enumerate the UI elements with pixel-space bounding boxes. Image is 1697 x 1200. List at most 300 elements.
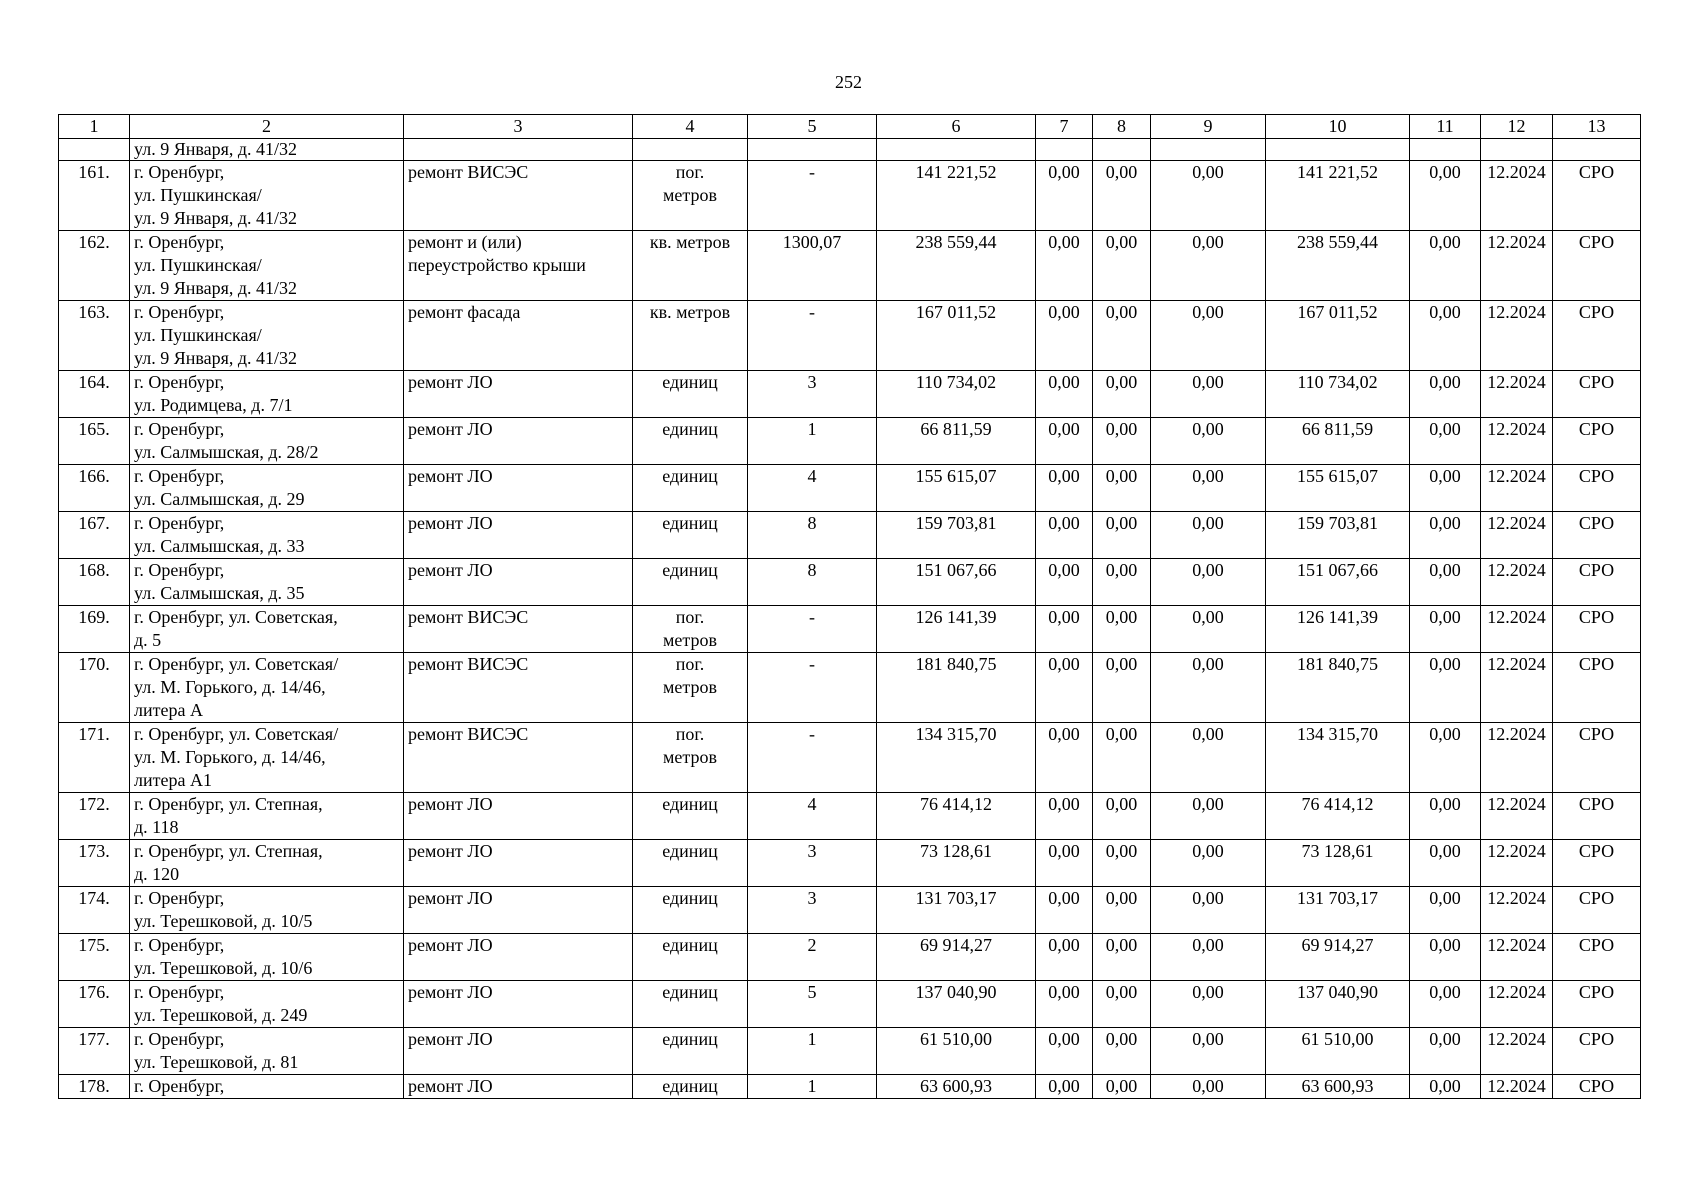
cell-unit (633, 887, 748, 934)
cell-quantity: 3 (748, 887, 877, 934)
cell-unit-line: единиц (662, 935, 718, 955)
cell-cost: 110 734,02 (877, 371, 1036, 418)
cell-source (1553, 139, 1641, 161)
cell-work-line: ремонт фасада (408, 302, 521, 322)
cell-cost: 137 040,90 (877, 981, 1036, 1028)
cell-col8: 0,00 (1093, 723, 1151, 793)
cell-address-line: г. Оренбург, (134, 162, 225, 182)
cell-number: 172. (59, 793, 130, 840)
cell-col11: 0,00 (1410, 723, 1481, 793)
cell-address (130, 559, 404, 606)
cell-cost: 141 221,52 (877, 161, 1036, 231)
cell-number: 167. (59, 512, 130, 559)
cell-address-line: г. Оренбург, (134, 232, 225, 252)
cell-unit (633, 371, 748, 418)
cell-col8: 0,00 (1093, 231, 1151, 301)
cell-address (130, 465, 404, 512)
cell-source: СРО (1553, 1075, 1641, 1099)
cell-col10: 66 811,59 (1266, 418, 1410, 465)
cell-address-line: д. 120 (134, 864, 180, 884)
cell-cost: 181 840,75 (877, 653, 1036, 723)
cell-address-line: г. Оренбург, (134, 935, 225, 955)
cell-col9: 0,00 (1151, 231, 1266, 301)
cell-unit-line: метров (663, 185, 717, 205)
cell-col9: 0,00 (1151, 934, 1266, 981)
cell-work-line: ремонт ВИСЭС (408, 607, 529, 627)
cell-unit (633, 606, 748, 653)
cell-col8: 0,00 (1093, 371, 1151, 418)
cell-col11: 0,00 (1410, 161, 1481, 231)
cell-quantity (748, 139, 877, 161)
cell-col10: 137 040,90 (1266, 981, 1410, 1028)
cell-number: 161. (59, 161, 130, 231)
cell-col10: 63 600,93 (1266, 1075, 1410, 1099)
cell-unit-line: единиц (662, 466, 718, 486)
cell-col11: 0,00 (1410, 371, 1481, 418)
table-row (59, 371, 1641, 418)
cell-col9: 0,00 (1151, 465, 1266, 512)
column-header: 3 (404, 115, 633, 139)
cell-address-line: ул. Салмышская, д. 35 (134, 583, 305, 603)
cell-unit (633, 418, 748, 465)
cell-work (404, 793, 633, 840)
cell-col9: 0,00 (1151, 723, 1266, 793)
cell-col10: 126 141,39 (1266, 606, 1410, 653)
cell-quantity: 3 (748, 840, 877, 887)
cell-address-line: д. 5 (134, 630, 162, 650)
cell-col8: 0,00 (1093, 981, 1151, 1028)
cell-col9: 0,00 (1151, 301, 1266, 371)
cell-unit-line: пог. (675, 607, 705, 627)
cell-number: 176. (59, 981, 130, 1028)
cell-date: 12.2024 (1481, 723, 1553, 793)
cell-col9: 0,00 (1151, 653, 1266, 723)
cell-number: 178. (59, 1075, 130, 1099)
cell-col8: 0,00 (1093, 465, 1151, 512)
cell-address-line: г. Оренбург, ул. Советская/ (134, 724, 339, 744)
cell-col11: 0,00 (1410, 981, 1481, 1028)
cell-address-line: г. Оренбург, (134, 419, 225, 439)
cell-source: СРО (1553, 559, 1641, 606)
cell-address-line: ул. Терешковой, д. 10/5 (134, 911, 313, 931)
cell-address-line: ул. Терешковой, д. 10/6 (134, 958, 313, 978)
cell-col7: 0,00 (1036, 653, 1093, 723)
cell-work (404, 840, 633, 887)
cell-col11: 0,00 (1410, 1075, 1481, 1099)
cell-work (404, 559, 633, 606)
cell-address (130, 793, 404, 840)
cell-work-line: ремонт ЛО (408, 560, 493, 580)
cell-work-line: ремонт ВИСЭС (408, 654, 529, 674)
cell-source: СРО (1553, 887, 1641, 934)
column-header: 9 (1151, 115, 1266, 139)
cell-unit (633, 161, 748, 231)
cell-col10: 110 734,02 (1266, 371, 1410, 418)
cell-col7: 0,00 (1036, 231, 1093, 301)
cell-unit-line: кв. метров (649, 232, 731, 252)
header-row (59, 115, 1641, 139)
cell-col7: 0,00 (1036, 723, 1093, 793)
cell-address-line: г. Оренбург, (134, 982, 225, 1002)
cell-col10: 155 615,07 (1266, 465, 1410, 512)
cell-cost: 167 011,52 (877, 301, 1036, 371)
cell-date: 12.2024 (1481, 512, 1553, 559)
cell-address-line: г. Оренбург, (134, 1029, 225, 1049)
cell-col9: 0,00 (1151, 840, 1266, 887)
cell-work (404, 231, 633, 301)
cell-col8: 0,00 (1093, 559, 1151, 606)
cell-col9: 0,00 (1151, 1075, 1266, 1099)
cell-address: ул. 9 Января, д. 41/32 (130, 139, 404, 161)
cell-unit (633, 1075, 748, 1099)
cell-address-line: г. Оренбург, (134, 560, 225, 580)
cell-address (130, 840, 404, 887)
cell-col11: 0,00 (1410, 887, 1481, 934)
cell-source: СРО (1553, 231, 1641, 301)
cell-number: 169. (59, 606, 130, 653)
cell-unit (633, 301, 748, 371)
cell-work-line: переустройство крыши (408, 255, 586, 275)
cell-cost: 66 811,59 (877, 418, 1036, 465)
cell-date (1481, 139, 1553, 161)
cell-unit-line: единиц (662, 419, 718, 439)
cell-col11: 0,00 (1410, 301, 1481, 371)
cell-cost: 76 414,12 (877, 793, 1036, 840)
cell-quantity: - (748, 301, 877, 371)
cell-unit-line: единиц (662, 841, 718, 861)
cell-col9: 0,00 (1151, 512, 1266, 559)
cell-date: 12.2024 (1481, 887, 1553, 934)
cell-address (130, 723, 404, 793)
cell-work (404, 887, 633, 934)
cell-col10: 181 840,75 (1266, 653, 1410, 723)
table-row (59, 840, 1641, 887)
cell-address (130, 887, 404, 934)
cell-address-line: д. 118 (134, 817, 179, 837)
cell-col10: 141 221,52 (1266, 161, 1410, 231)
cell-col9: 0,00 (1151, 161, 1266, 231)
cell-address (130, 934, 404, 981)
cell-work-line: ремонт ВИСЭС (408, 162, 529, 182)
cell-col7: 0,00 (1036, 840, 1093, 887)
cell-work (404, 606, 633, 653)
cell-source: СРО (1553, 1028, 1641, 1075)
table-row (59, 1075, 1641, 1099)
cell-address-line: ул. 9 Января, д. 41/32 (134, 348, 298, 368)
cell-quantity: 5 (748, 981, 877, 1028)
cell-quantity: 1 (748, 1075, 877, 1099)
cell-work-line: ремонт ЛО (408, 1076, 493, 1096)
cell-address (130, 301, 404, 371)
cell-cost (877, 139, 1036, 161)
cell-address-line: литера А1 (134, 770, 212, 790)
cell-date: 12.2024 (1481, 231, 1553, 301)
cell-date: 12.2024 (1481, 371, 1553, 418)
cell-col11 (1410, 139, 1481, 161)
capital-repair-table (58, 114, 1641, 1099)
cell-unit-line: единиц (662, 513, 718, 533)
cell-date: 12.2024 (1481, 418, 1553, 465)
cell-work-line: ремонт ЛО (408, 794, 493, 814)
cell-work (404, 139, 633, 161)
cell-number: 171. (59, 723, 130, 793)
cell-address-line: г. Оренбург, ул. Степная, (134, 794, 323, 814)
cell-col7 (1036, 139, 1093, 161)
cell-address-line: ул. Родимцева, д. 7/1 (134, 395, 293, 415)
cell-source: СРО (1553, 723, 1641, 793)
cell-quantity: - (748, 653, 877, 723)
cell-quantity: 1 (748, 1028, 877, 1075)
cell-unit (633, 231, 748, 301)
cell-date: 12.2024 (1481, 606, 1553, 653)
column-header: 6 (877, 115, 1036, 139)
cell-date: 12.2024 (1481, 161, 1553, 231)
cell-unit-line: единиц (662, 560, 718, 580)
cell-address-line: литера А (134, 700, 203, 720)
table-row (59, 934, 1641, 981)
column-header: 13 (1553, 115, 1641, 139)
cell-address (130, 981, 404, 1028)
cell-col9 (1151, 139, 1266, 161)
table-row (59, 793, 1641, 840)
cell-col7: 0,00 (1036, 301, 1093, 371)
cell-address-line: ул. Пушкинская/ (134, 325, 262, 345)
cell-date: 12.2024 (1481, 653, 1553, 723)
cell-col9: 0,00 (1151, 981, 1266, 1028)
cell-unit (633, 981, 748, 1028)
cell-address (130, 1075, 404, 1099)
cell-address-line: ул. М. Горького, д. 14/46, (134, 677, 326, 697)
cell-address-line: ул. Пушкинская/ (134, 185, 262, 205)
cell-work (404, 512, 633, 559)
cell-address-line: г. Оренбург, (134, 302, 225, 322)
cell-unit-line: единиц (662, 982, 718, 1002)
cell-number (59, 139, 130, 161)
cell-unit (633, 934, 748, 981)
cell-address (130, 371, 404, 418)
cell-source: СРО (1553, 465, 1641, 512)
table-row (59, 606, 1641, 653)
table-body (59, 139, 1641, 1099)
cell-unit-line: единиц (662, 794, 718, 814)
cell-unit-line: единиц (662, 888, 718, 908)
cell-unit (633, 653, 748, 723)
cell-quantity: 4 (748, 465, 877, 512)
cell-col8 (1093, 139, 1151, 161)
cell-address-line: ул. Салмышская, д. 29 (134, 489, 305, 509)
cell-unit-line: пог. (675, 654, 705, 674)
cell-address (130, 161, 404, 231)
cell-address-line: ул. 9 Января, д. 41/32 (134, 208, 298, 228)
cell-number: 170. (59, 653, 130, 723)
column-header: 10 (1266, 115, 1410, 139)
cell-unit-line: кв. метров (649, 302, 731, 322)
cell-quantity: 3 (748, 371, 877, 418)
cell-date: 12.2024 (1481, 301, 1553, 371)
cell-unit-line: пог. (675, 724, 705, 744)
cell-unit (633, 1028, 748, 1075)
table-row (59, 559, 1641, 606)
cell-source: СРО (1553, 301, 1641, 371)
cell-date: 12.2024 (1481, 934, 1553, 981)
table-row (59, 887, 1641, 934)
cell-number: 173. (59, 840, 130, 887)
cell-source: СРО (1553, 981, 1641, 1028)
cell-col10: 131 703,17 (1266, 887, 1410, 934)
table-row (59, 465, 1641, 512)
cell-work (404, 418, 633, 465)
table-row (59, 231, 1641, 301)
cell-col7: 0,00 (1036, 371, 1093, 418)
cell-quantity: 2 (748, 934, 877, 981)
table-row (59, 161, 1641, 231)
cell-col7: 0,00 (1036, 1075, 1093, 1099)
cell-address-line: г. Оренбург, (134, 372, 225, 392)
cell-quantity: 1 (748, 418, 877, 465)
cell-address-line: г. Оренбург, (134, 888, 225, 908)
table-row (59, 301, 1641, 371)
cell-unit (633, 512, 748, 559)
cell-number: 174. (59, 887, 130, 934)
cell-work (404, 1075, 633, 1099)
cell-address-line: ул. Терешковой, д. 249 (134, 1005, 308, 1025)
cell-quantity: 8 (748, 512, 877, 559)
cell-unit (633, 465, 748, 512)
cell-col10: 73 128,61 (1266, 840, 1410, 887)
cell-source: СРО (1553, 793, 1641, 840)
cell-col11: 0,00 (1410, 512, 1481, 559)
cell-unit (633, 139, 748, 161)
cell-unit-line: пог. (675, 162, 705, 182)
cell-number: 177. (59, 1028, 130, 1075)
cell-col8: 0,00 (1093, 793, 1151, 840)
cell-work-line: ремонт ЛО (408, 888, 493, 908)
column-header: 4 (633, 115, 748, 139)
cell-work-line: ремонт ЛО (408, 466, 493, 486)
cell-col9: 0,00 (1151, 793, 1266, 840)
table-row (59, 512, 1641, 559)
cell-quantity: - (748, 723, 877, 793)
cell-cost: 126 141,39 (877, 606, 1036, 653)
cell-address (130, 653, 404, 723)
cell-col7: 0,00 (1036, 465, 1093, 512)
cell-col8: 0,00 (1093, 161, 1151, 231)
cell-source: СРО (1553, 371, 1641, 418)
cell-col10: 61 510,00 (1266, 1028, 1410, 1075)
cell-col7: 0,00 (1036, 934, 1093, 981)
cell-source: СРО (1553, 418, 1641, 465)
cell-col7: 0,00 (1036, 161, 1093, 231)
cell-quantity: - (748, 606, 877, 653)
cell-work-line: ремонт ЛО (408, 372, 493, 392)
cell-work-line: ремонт ЛО (408, 982, 493, 1002)
cell-col7: 0,00 (1036, 418, 1093, 465)
table-row (59, 723, 1641, 793)
cell-col8: 0,00 (1093, 512, 1151, 559)
cell-work-line: ремонт ЛО (408, 841, 493, 861)
column-header: 1 (59, 115, 130, 139)
cell-col11: 0,00 (1410, 793, 1481, 840)
cell-source: СРО (1553, 934, 1641, 981)
cell-date: 12.2024 (1481, 1075, 1553, 1099)
column-header: 11 (1410, 115, 1481, 139)
cell-source: СРО (1553, 606, 1641, 653)
cell-col8: 0,00 (1093, 934, 1151, 981)
cell-unit-line: метров (663, 747, 717, 767)
cell-unit (633, 793, 748, 840)
cell-address (130, 1028, 404, 1075)
cell-unit (633, 723, 748, 793)
cell-cost: 159 703,81 (877, 512, 1036, 559)
cell-col7: 0,00 (1036, 512, 1093, 559)
cell-work-line: ремонт ВИСЭС (408, 724, 529, 744)
cell-unit-line: метров (663, 677, 717, 697)
cell-date: 12.2024 (1481, 793, 1553, 840)
cell-cost: 134 315,70 (877, 723, 1036, 793)
cell-col10: 76 414,12 (1266, 793, 1410, 840)
continuation-row (59, 139, 1641, 161)
cell-source: СРО (1553, 512, 1641, 559)
cell-quantity: 4 (748, 793, 877, 840)
cell-cost: 61 510,00 (877, 1028, 1036, 1075)
cell-col11: 0,00 (1410, 231, 1481, 301)
cell-work-line: ремонт ЛО (408, 935, 493, 955)
page-number: 252 (835, 72, 862, 92)
cell-col10: 167 011,52 (1266, 301, 1410, 371)
cell-number: 168. (59, 559, 130, 606)
cell-col9: 0,00 (1151, 559, 1266, 606)
cell-work (404, 465, 633, 512)
cell-source: СРО (1553, 653, 1641, 723)
cell-date: 12.2024 (1481, 1028, 1553, 1075)
cell-address (130, 606, 404, 653)
cell-source: СРО (1553, 840, 1641, 887)
cell-address-line: ул. Салмышская, д. 28/2 (134, 442, 319, 462)
cell-col7: 0,00 (1036, 559, 1093, 606)
table-row (59, 981, 1641, 1028)
cell-cost: 151 067,66 (877, 559, 1036, 606)
cell-col8: 0,00 (1093, 653, 1151, 723)
cell-work (404, 1028, 633, 1075)
cell-quantity: 1300,07 (748, 231, 877, 301)
cell-col7: 0,00 (1036, 793, 1093, 840)
cell-work (404, 371, 633, 418)
cell-address-line: ул. Пушкинская/ (134, 255, 262, 275)
column-header: 7 (1036, 115, 1093, 139)
cell-col9: 0,00 (1151, 371, 1266, 418)
cell-col8: 0,00 (1093, 840, 1151, 887)
table-row (59, 418, 1641, 465)
cell-address (130, 231, 404, 301)
cell-date: 12.2024 (1481, 465, 1553, 512)
cell-unit-line: единиц (662, 1076, 718, 1096)
table-row (59, 653, 1641, 723)
table-row (59, 1028, 1641, 1075)
cell-address-line: ул. Салмышская, д. 33 (134, 536, 305, 556)
cell-col10: 159 703,81 (1266, 512, 1410, 559)
cell-col9: 0,00 (1151, 418, 1266, 465)
cell-address-line: г. Оренбург, ул. Советская/ (134, 654, 339, 674)
cell-date: 12.2024 (1481, 840, 1553, 887)
cell-number: 166. (59, 465, 130, 512)
cell-address-line: г. Оренбург, ул. Советская, (134, 607, 338, 627)
cell-quantity: 8 (748, 559, 877, 606)
cell-col11: 0,00 (1410, 934, 1481, 981)
cell-number: 164. (59, 371, 130, 418)
cell-col7: 0,00 (1036, 1028, 1093, 1075)
cell-address (130, 418, 404, 465)
cell-cost: 238 559,44 (877, 231, 1036, 301)
